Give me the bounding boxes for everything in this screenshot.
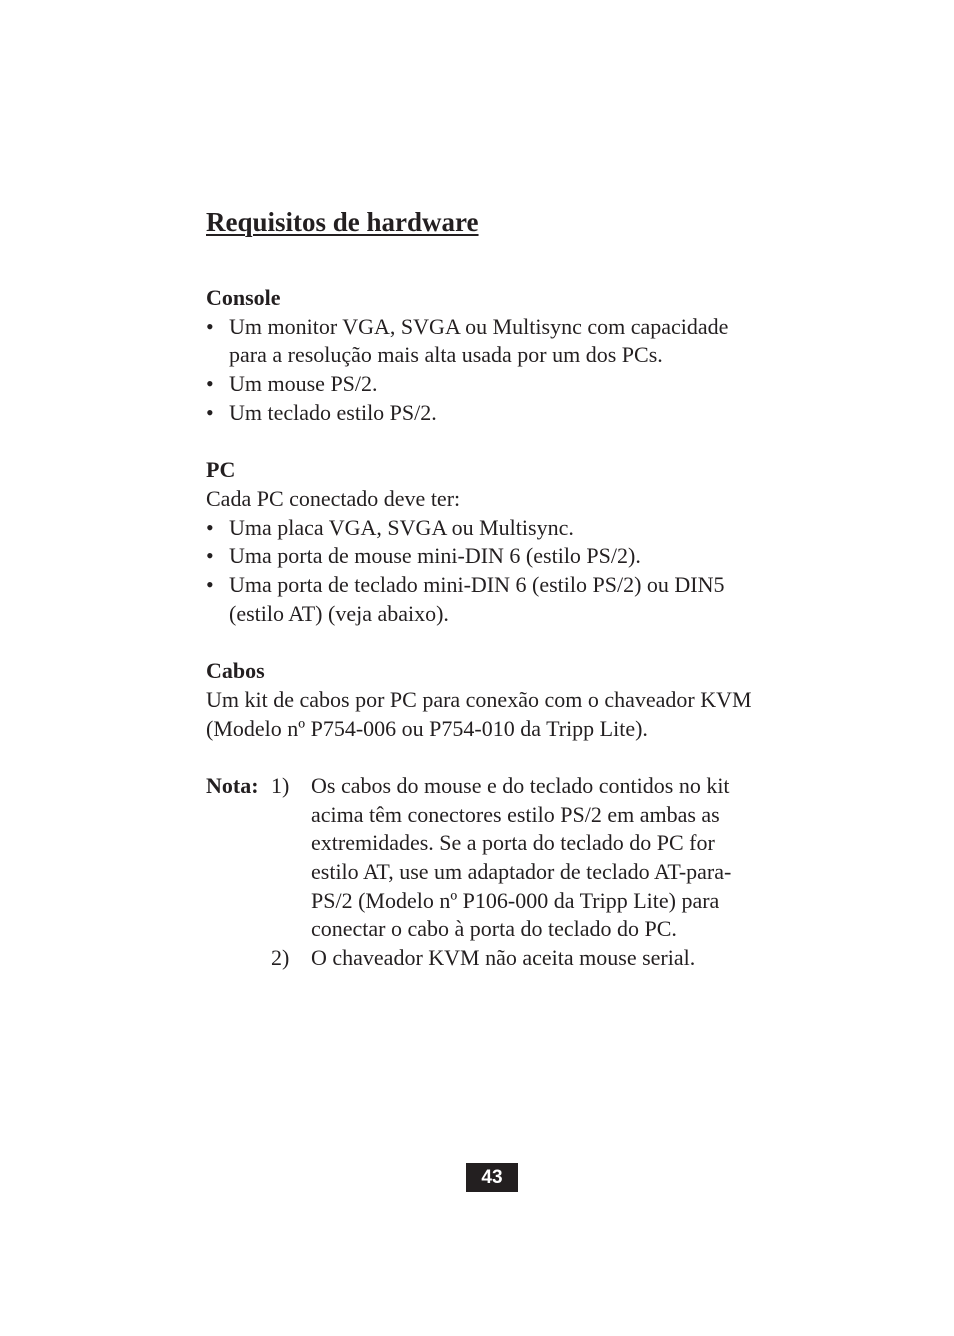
bullet-icon: • xyxy=(206,313,214,339)
list-item xyxy=(206,542,766,571)
bullet-icon: • xyxy=(206,371,214,397)
pc-heading: PC xyxy=(206,457,236,483)
bullet-icon: • xyxy=(206,572,214,598)
bullet-icon: • xyxy=(206,399,214,425)
list-item xyxy=(206,313,766,370)
note-item xyxy=(206,772,751,944)
list-item-text: Um teclado estilo PS/2. xyxy=(229,399,437,425)
list-item-text: Uma placa VGA, SVGA ou Multisync. xyxy=(229,514,574,540)
console-section xyxy=(206,284,766,428)
note-section xyxy=(206,772,766,973)
note-text: Os cabos do mouse e do teclado contidos no kit acima têm conectores estilo PS/2 em ambas as extremidades. Se a porta do teclado do PC for estilo AT, use um adaptador de teclado AT-para-PS/2 (Modelo nº P106-000 da Tripp Lite) para conectar o cabo à porta do teclado do PC. xyxy=(311,772,732,942)
note-item xyxy=(206,944,751,973)
console-list xyxy=(206,313,766,428)
bullet-icon: • xyxy=(206,514,214,540)
note-number: 2) xyxy=(271,945,290,971)
page-number-badge: 43 xyxy=(466,1163,518,1192)
cabos-text: Um kit de cabos por PC para conexão com o chaveador KVM (Modelo nº P754-006 ou P754-010 da Tripp Lite). xyxy=(206,686,752,741)
list-item-text: Uma porta de teclado mini-DIN 6 (estilo PS/2) ou DIN5 (estilo AT) (veja abaixo). xyxy=(229,572,725,626)
list-item-text: Um mouse PS/2. xyxy=(229,371,378,397)
list-item xyxy=(206,399,766,428)
page-body xyxy=(206,284,766,973)
list-item-text: Uma porta de mouse mini-DIN 6 (estilo PS/2). xyxy=(229,543,641,569)
note-label: Nota: xyxy=(206,772,259,798)
pc-section xyxy=(206,456,766,628)
list-item xyxy=(206,571,766,628)
bullet-icon: • xyxy=(206,543,214,569)
pc-intro: Cada PC conectado deve ter: xyxy=(206,485,461,511)
note-number: 1) xyxy=(271,772,290,798)
cabos-heading: Cabos xyxy=(206,658,265,684)
note-text: O chaveador KVM não aceita mouse serial. xyxy=(311,945,696,971)
page-title: Requisitos de hardware xyxy=(206,207,479,237)
list-item xyxy=(206,514,766,543)
list-item xyxy=(206,370,766,399)
cabos-section xyxy=(206,657,766,743)
list-item-text: Um monitor VGA, SVGA ou Multisync com capacidade para a resolução mais alta usada por um dos PCs. xyxy=(229,313,729,368)
pc-list xyxy=(206,514,766,629)
console-heading: Console xyxy=(206,285,281,310)
